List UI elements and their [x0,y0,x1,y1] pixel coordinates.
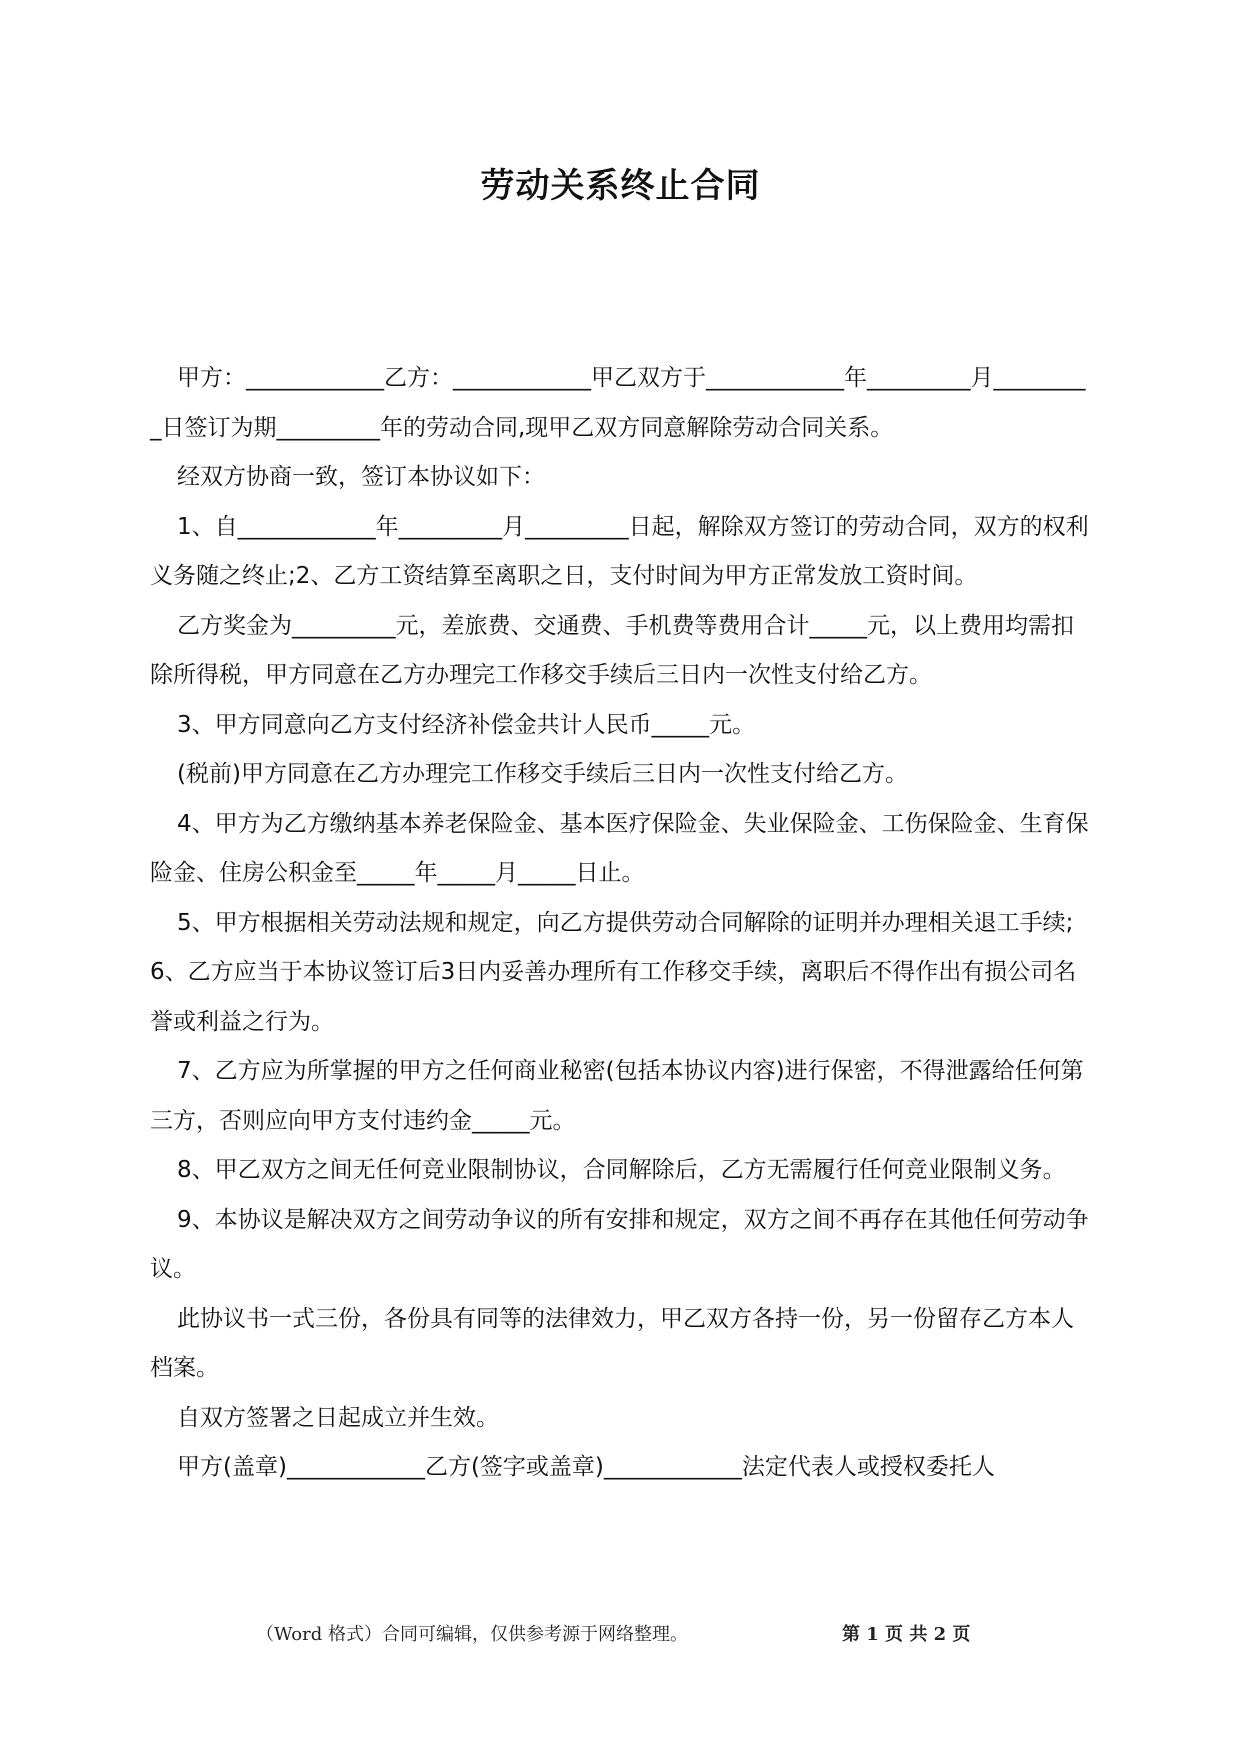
paragraph-effective: 自双方签署之日起成立并生效。 [177,1404,499,1431]
footer-note: （Word 格式）合同可编辑，仅供参考源于网络整理。 [256,1624,688,1645]
paragraph-agreement-intro: 经双方协商一致，签订本协议如下： [177,464,545,490]
paragraph-clause-1-2: 1、自____________年_________月_________日起，解除双方签订的劳动合同，双方的权利义务随之终止;2、乙方工资结算至离职之日，支付时间为甲方正常发放工资时间。 [150,513,1089,589]
paragraph-clause-9: 9、本协议是解决双方之间劳动争议的所有安排和规定，双方之间不再存在其他任何劳动争议。 [150,1206,1089,1282]
document-title: 劳动关系终止合同 [480,166,761,206]
document-body [150,354,1090,1493]
paragraph-copies: 此协议书一式三份，各份具有同等的法律效力，甲乙双方各持一份，另一份留存乙方本人档案。 [150,1305,1074,1381]
paragraph-clause-5-6: 5、甲方根据相关劳动法规和规定，向乙方提供劳动合同解除的证明并办理相关退工手续;6、乙方应当于本协议签订后3日内妥善办理所有工作移交手续，离职后不得作出有损公司名誉或利益之行为。 [150,909,1077,1035]
paragraph-signatures: 甲方(盖章)____________乙方(签字或盖章)____________法定代表人或授权委托人 [177,1454,995,1480]
paragraph-clause-8: 8、甲乙双方之间无任何竞业限制协议，合同解除后，乙方无需履行任何竞业限制义务。 [177,1157,1066,1183]
paragraph-clause-7: 7、乙方应为所掌握的甲方之任何商业秘密(包括本协议内容)进行保密，不得泄露给任何第三方，否则应向甲方支付违约金_____元。 [150,1058,1084,1134]
paragraph-clause-4: 4、甲方为乙方缴纳基本养老保险金、基本医疗保险金、失业保险金、工伤保险金、生育保险金、住房公积金至_____年_____月_____日止。 [150,810,1089,886]
paragraph-parties: 甲方：____________乙方：____________甲乙双方于____________年_________月_________日签订为期_________年的劳动合同,现甲乙双方同意解除劳动合同关系。 [150,365,1086,441]
paragraph-pretax: (税前)甲方同意在乙方办理完工作移交手续后三日内一次性支付给乙方。 [177,761,908,787]
page-number: 第 1 页 共 2 页 [842,1624,971,1645]
paragraph-bonus: 乙方奖金为_________元，差旅费、交通费、手机费等费用合计_____元，以上费用均需扣除所得税，甲方同意在乙方办理完工作移交手续后三日内一次性支付给乙方。 [150,612,1074,688]
paragraph-clause-3: 3、甲方同意向乙方支付经济补偿金共计人民币_____元。 [177,711,756,738]
